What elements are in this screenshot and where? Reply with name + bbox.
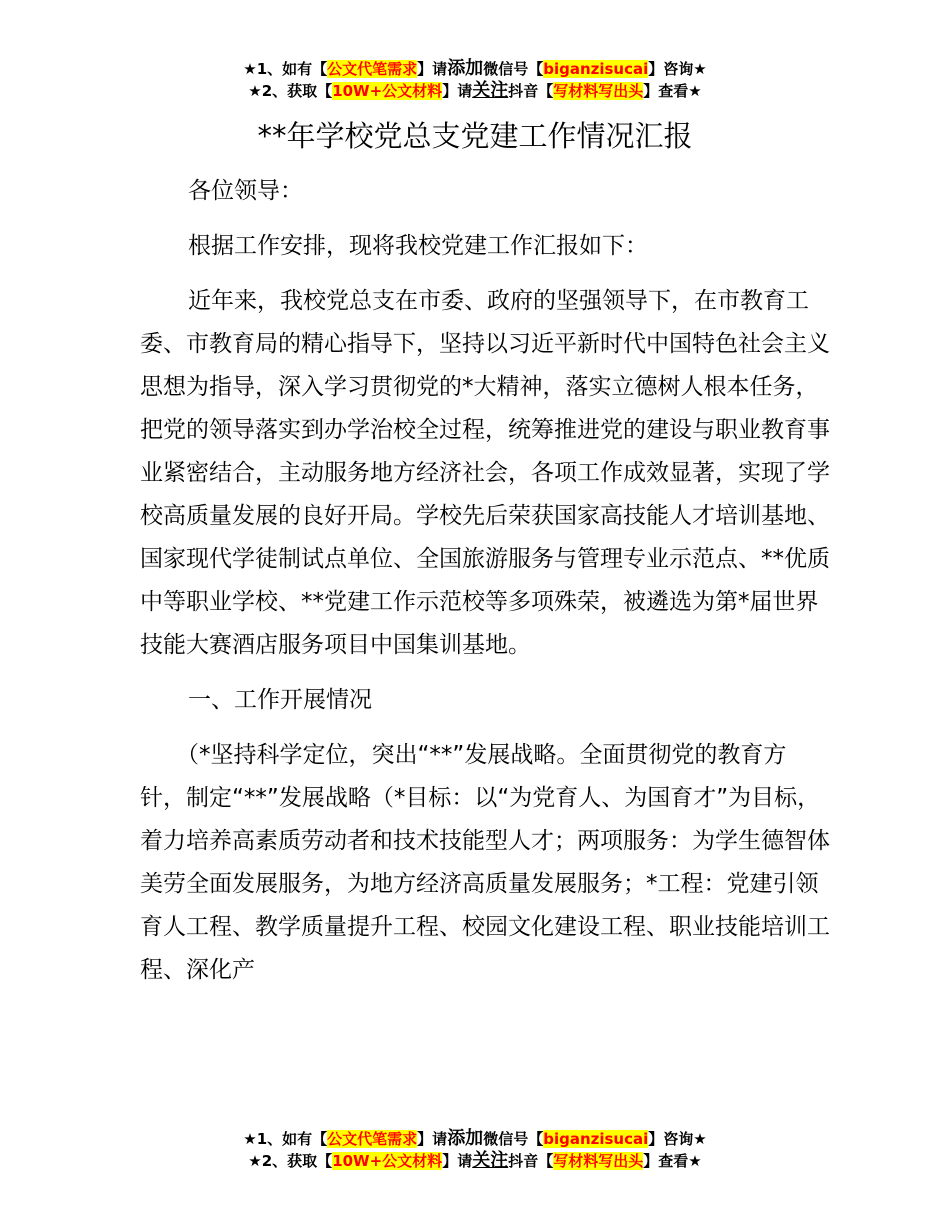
- banner-highlight: biganzisucai: [543, 1130, 649, 1148]
- banner-text: 抖音【: [508, 1152, 554, 1170]
- document-title: **年学校党总支党建工作情况汇报: [257, 119, 693, 153]
- banner-text: ★2、获取【: [248, 82, 333, 100]
- section-heading: 一、工作开展情况: [188, 687, 372, 713]
- banner-text: 微信号【: [483, 1130, 544, 1148]
- banner-text: ★1、如有【: [243, 60, 328, 78]
- banner-emphasis: 添加: [447, 58, 484, 79]
- banner-line-2: [0, 80, 950, 102]
- banner-text: 】咨询★: [648, 1130, 707, 1148]
- banner-text: 】请: [442, 1152, 473, 1170]
- banner-highlight: 写材料写出头: [553, 82, 644, 100]
- banner-text: 抖音【: [508, 82, 554, 100]
- banner-text: 】请: [417, 1130, 448, 1148]
- top-banner: [0, 58, 950, 102]
- paragraph-2: （*坚持科学定位，突出“**”发展战略。全面贯彻党的教育方针，制定“**”发展战略（*目标：以“为党育人、为国育才”为目标，着力培养高素质劳动者和技术技能型人才；两项服务：为学生德智体美劳全面发展服务，为地方经济高质量发展服务；*工程：党建引领育人工程、教学质量提升工程、校园文化建设工程、职业技能培训工程、深化产: [140, 742, 830, 983]
- document-body: [140, 170, 830, 1004]
- banner-text: 】请: [442, 82, 473, 100]
- banner-text: 】请: [417, 60, 448, 78]
- banner-highlight: 10W+公文材料: [332, 82, 443, 100]
- banner-highlight: biganzisucai: [543, 60, 649, 78]
- banner-text: 】查看★: [643, 1152, 702, 1170]
- banner-line-1: [0, 1128, 950, 1150]
- banner-text: ★2、获取【: [248, 1152, 333, 1170]
- banner-emphasis: 添加: [447, 1128, 484, 1149]
- paragraph-1: 近年来，我校党总支在市委、政府的坚强领导下，在市教育工委、市教育局的精心指导下，坚持以习近平新时代中国特色社会主义思想为指导，深入学习贯彻党的*大精神，落实立德树人根本任务，把党的领导落实到办学治校全过程，统筹推进党的建设与职业教育事业紧密结合，主动服务地方经济社会，各项工作成效显著，实现了学校高质量发展的良好开局。学校先后荣获国家高技能人才培训基地、国家现代学徒制试点单位、全国旅游服务与管理专业示范点、**优质中等职业学校、**党建工作示范校等多项殊荣，被遴选为第*届世界技能大赛酒店服务项目中国集训基地。: [140, 288, 830, 658]
- banner-text: ★1、如有【: [243, 1130, 328, 1148]
- banner-text: 】查看★: [643, 82, 702, 100]
- banner-highlight: 公文代笔需求: [327, 60, 418, 78]
- bottom-banner: [0, 1128, 950, 1172]
- banner-highlight: 写材料写出头: [553, 1152, 644, 1170]
- banner-highlight: 10W+公文材料: [332, 1152, 443, 1170]
- greeting: 各位领导：: [188, 178, 303, 204]
- intro-paragraph: 根据工作安排，现将我校党建工作汇报如下：: [188, 233, 648, 259]
- banner-line-2: [0, 1150, 950, 1172]
- banner-line-1: [0, 58, 950, 80]
- banner-text: 】咨询★: [648, 60, 707, 78]
- banner-highlight: 公文代笔需求: [327, 1130, 418, 1148]
- banner-emphasis: 关注: [472, 1150, 509, 1171]
- banner-text: 微信号【: [483, 60, 544, 78]
- banner-emphasis: 关注: [472, 80, 509, 101]
